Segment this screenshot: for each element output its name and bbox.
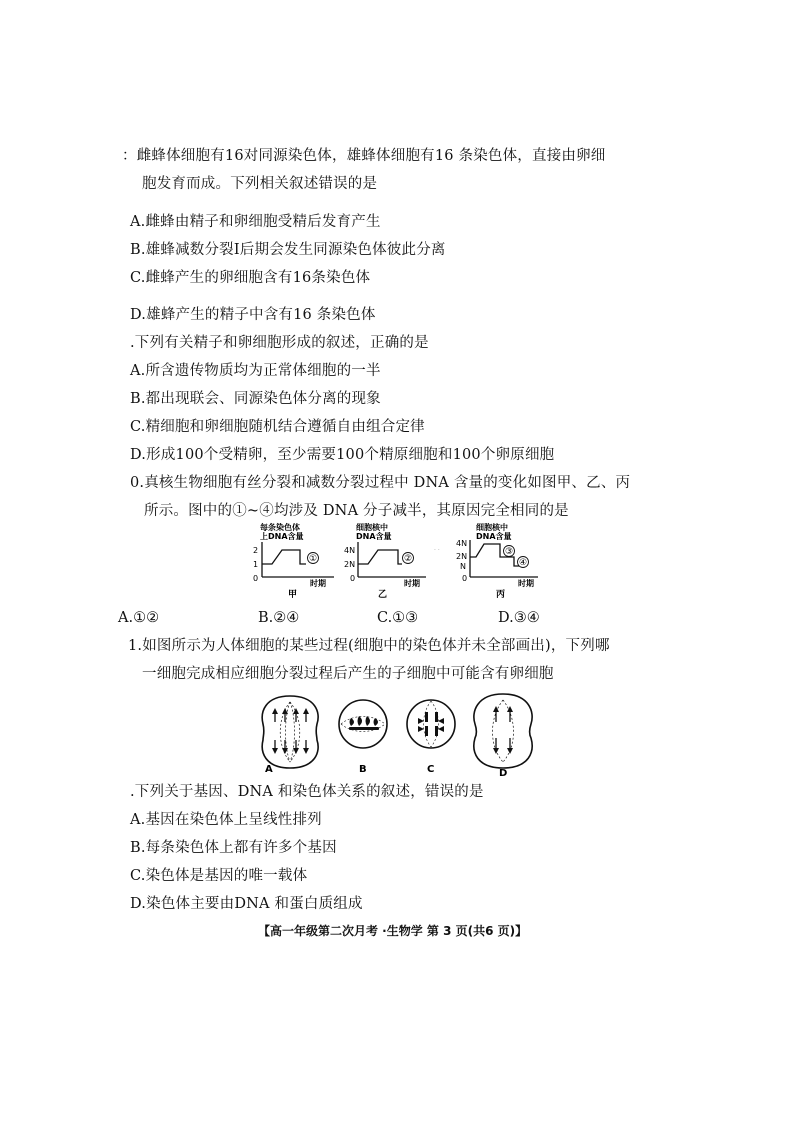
graph-bing (432, 522, 542, 598)
cell-d-figure (474, 694, 532, 779)
question-gamete-option-c: C.精细胞和卵细胞随机结合遵循自由组合定律 (130, 419, 425, 435)
graph-yi-name: 乙 (378, 590, 388, 598)
graph-bing-ylabel-2: DNA含量 (476, 532, 512, 541)
graph-bing-ylabel-1: 细胞核中 (476, 523, 508, 532)
cell-c-label: C (427, 764, 435, 775)
question-gamete-option-b: B.都出现联会、同源染色体分离的现象 (130, 391, 381, 407)
graph-jia-tick-0: 0 (253, 574, 259, 583)
graph-bing-speck: · · (434, 547, 440, 554)
question-gene-stem: .下列关于基因、DNA 和染色体关系的叙述，错误的是 (130, 784, 484, 800)
question-cells-stem-line1: 1.如图所示为人体细胞的某些过程(细胞中的染色体并未全部画出)，下列哪 (128, 638, 610, 654)
question-gene-option-d: D.染色体主要由DNA 和蛋白质组成 (130, 896, 363, 912)
graph-bing-tick-2n: 2N (456, 552, 468, 561)
question-gene-option-c: C.染色体是基因的唯一载体 (130, 868, 308, 884)
graph-jia-curve (262, 550, 306, 564)
graph-bing-xlabel: 时期 (518, 579, 534, 588)
graph-yi-ylabel-1: 细胞核中 (356, 523, 388, 532)
question-gene-option-a: A.基因在染色体上呈线性排列 (130, 812, 322, 828)
question-gamete-option-d: D.形成100个受精卵，至少需要100个精原细胞和100个卵原细胞 (130, 447, 555, 463)
question-bee-option-c: C.雌蜂产生的卵细胞含有16条染色体 (130, 270, 371, 286)
graph-jia-xlabel: 时期 (310, 579, 326, 588)
graph-bing-mark-a: ③ (504, 547, 514, 557)
question-bee-option-b: B.雄蜂减数分裂Ⅰ后期会发生同源染色体彼此分离 (130, 242, 446, 258)
graph-yi-tick-2n: 2N (344, 560, 356, 569)
graph-bing-tick-n: N (460, 562, 466, 571)
cell-a-label: A (265, 764, 273, 775)
question-gamete-option-a: A.所含遗传物质均为正常体细胞的一半 (130, 363, 381, 379)
question-gene-option-b: B.每条染色体上都有许多个基因 (130, 840, 337, 856)
graph-bing-tick-4n: 4N (456, 539, 468, 548)
graph-jia-mark: ① (308, 554, 318, 564)
graph-jia-tick-2: 2 (253, 546, 259, 555)
graph-jia-ylabel-2: 上DNA含量 (260, 532, 304, 541)
cell-division-figures (255, 688, 545, 780)
graph-yi-tick-0: 0 (350, 574, 356, 583)
page-footer: 【高一年级第二次月考 ·生物学 第 3 页(共6 页)】 (258, 924, 528, 938)
graph-jia-name: 甲 (288, 590, 298, 598)
graph-bing-name: 丙 (496, 590, 506, 598)
question-dna-stem-line2: 所示。图中的①~④均涉及 DNA 分子减半，其原因完全相同的是 (144, 503, 569, 519)
cell-c-figure (407, 700, 455, 775)
question-dna-option-c: C.①③ (377, 610, 419, 626)
question-dna-option-d: D.③④ (498, 610, 540, 626)
graph-yi-xlabel: 时期 (404, 579, 420, 588)
question-bee-option-d: D.雄蜂产生的精子中含有16 条染色体 (130, 307, 376, 323)
graph-yi (342, 522, 432, 598)
cell-b-figure (339, 700, 387, 775)
question-bee-stem-line1: ：雌蜂体细胞有16对同源染色体，雄蜂体细胞有16 条染色体，直接由卵细 (122, 148, 606, 164)
graph-yi-mark: ② (403, 554, 413, 564)
graph-jia-ylabel-1: 每条染色体 (260, 523, 300, 532)
question-dna-option-b: B.②④ (258, 610, 300, 626)
question-dna-option-a: A.①② (118, 610, 160, 626)
graph-bing-mark-b: ④ (518, 558, 528, 568)
graph-jia-tick-1: 1 (253, 560, 259, 569)
graph-jia (250, 522, 340, 598)
question-bee-option-a: A.雌蜂由精子和卵细胞受精后发育产生 (130, 214, 381, 230)
question-gamete-stem: .下列有关精子和卵细胞形成的叙述，正确的是 (130, 335, 429, 351)
cell-a-figure (262, 696, 318, 775)
question-cells-stem-line2: 一细胞完成相应细胞分裂过程后产生的子细胞中可能含有卵细胞 (142, 666, 554, 682)
graph-yi-ylabel-2: DNA含量 (356, 532, 392, 541)
cell-d-label: D (499, 768, 508, 779)
graph-yi-tick-4n: 4N (344, 546, 356, 555)
graph-yi-curve (358, 550, 402, 564)
question-bee-stem-line2: 胞发育而成。下列相关叙述错误的是 (142, 176, 378, 192)
graph-bing-tick-0: 0 (462, 574, 468, 583)
cell-b-label: B (359, 764, 367, 775)
question-dna-stem-line1: 0.真核生物细胞有丝分裂和减数分裂过程中 DNA 含量的变化如图甲、乙、丙 (130, 475, 631, 491)
